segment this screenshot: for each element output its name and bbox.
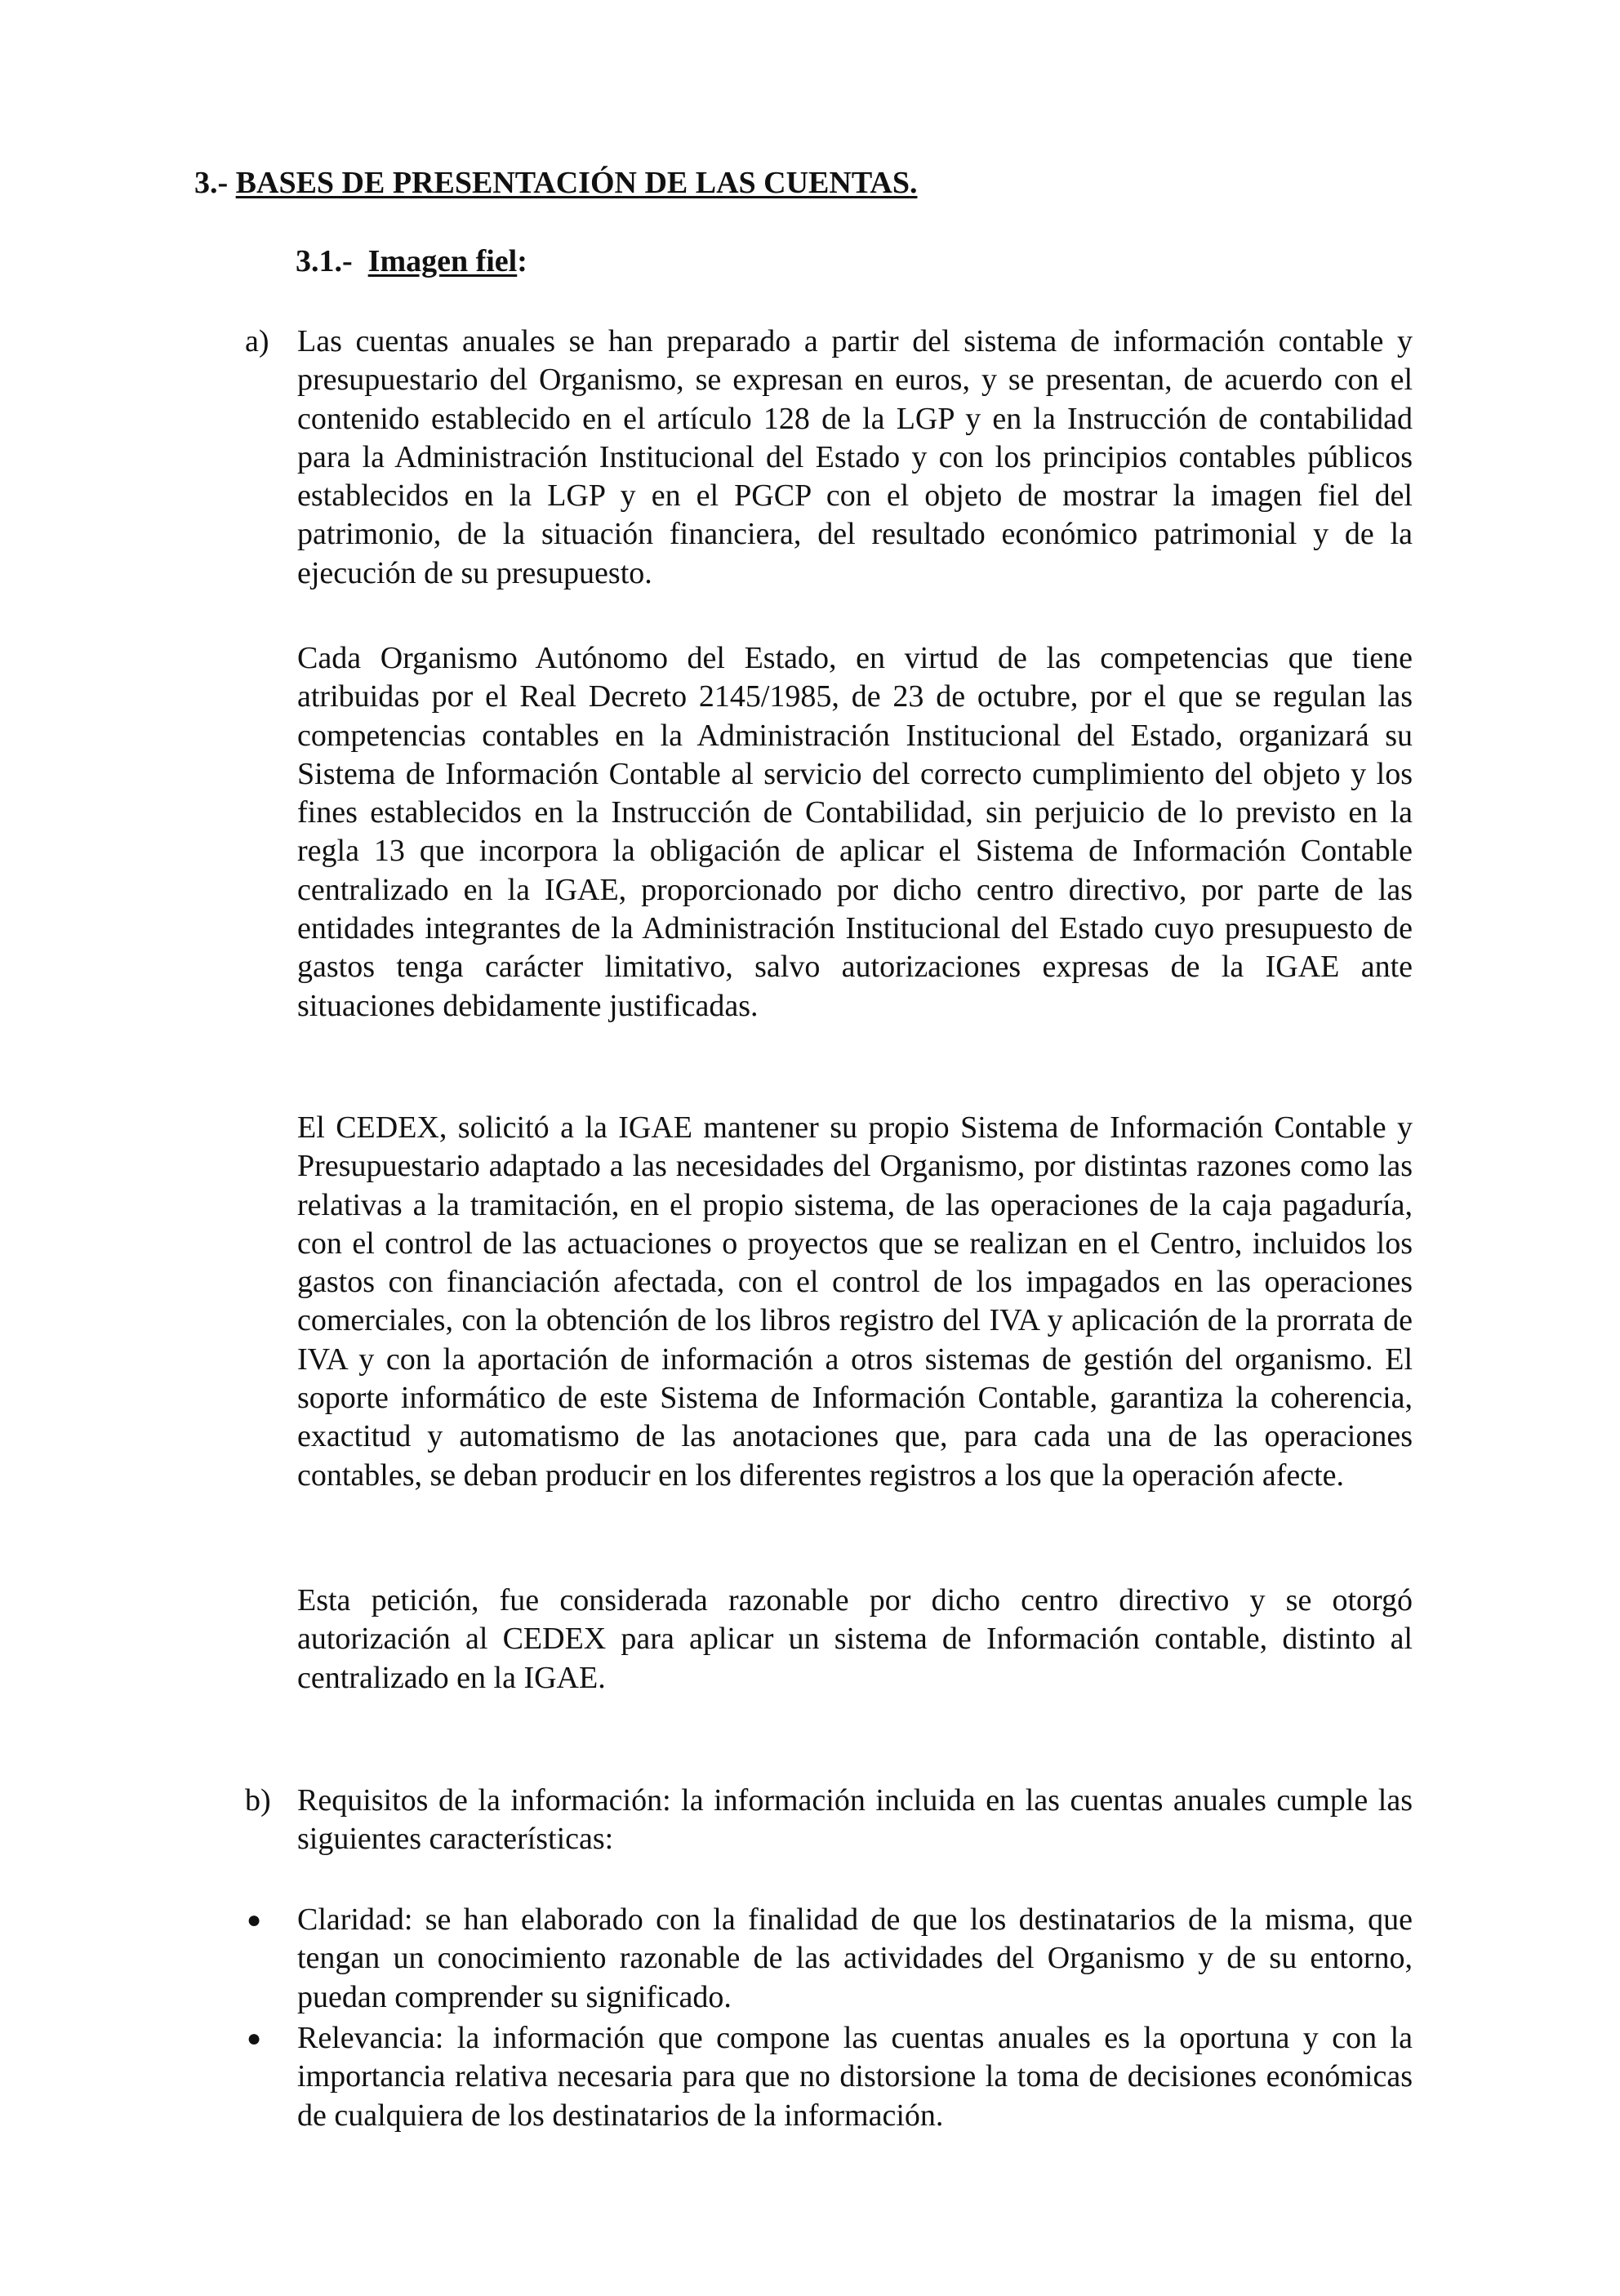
- bullet-icon: ●: [247, 2025, 262, 2052]
- item-a-paragraph-1: Las cuentas anuales se han preparado a partir del sistema de información contable y presupuestario del Organismo, se expresan en euros, y se presentan, de acuerdo con el contenido establecido en el artículo 128 de la LGP y en la Instrucción de contabilidad para la Administración Institucional del Estado y con los principios contables públicos establecidos en la LGP y en el PGCP con el objeto de mostrar la imagen fiel del patrimonio, de la situación financiera, del resultado económico patrimonial y de la ejecución de su presupuesto.: [297, 324, 1413, 590]
- bullet-item-relevancia: Relevancia: la información que compone las cuentas anuales es la oportuna y con la importancia relativa necesaria para que no distorsione la toma de decisiones económicas de cualquiera de los destinatarios de la información.: [297, 2021, 1413, 2133]
- subsection-title: Imagen fiel: [367, 244, 518, 278]
- section-number: 3.-: [194, 166, 229, 200]
- subsection-heading: [296, 243, 527, 279]
- subsection-number: 3.1.-: [296, 244, 353, 278]
- item-a-paragraph-2: Cada Organismo Autónomo del Estado, en virtud de las competencias que tiene atribuidas por el Real Decreto 2145/1985, de 23 de octubre, por el que se regulan las competencias contables en la Administración Institucional del Estado, organizará su Sistema de Información Contable al servicio del correcto cumplimiento del objeto y los fines establecidos en la Instrucción de Contabilidad, sin perjuicio de lo previsto en la regla 13 que incorpora la obligación de aplicar el Sistema de Información Contable centralizado en la IGAE, proporcionado por dicho centro directivo, por parte de las entidades integrantes de la Administración Institucional del Estado cuyo presupuesto de gastos tenga carácter limitativo, salvo autorizaciones expresas de la IGAE ante situaciones debidamente justificadas.: [297, 641, 1413, 1023]
- item-a-marker: a): [245, 324, 269, 358]
- section-heading: [194, 165, 917, 201]
- item-a-paragraph-4: Esta petición, fue considerada razonable por dicho centro directivo y se otorgó autorización al CEDEX para aplicar un sistema de Información contable, distinto al centralizado en la IGAE.: [297, 1583, 1413, 1695]
- bullet-icon: ●: [247, 1907, 262, 1933]
- section-title: BASES DE PRESENTACIÓN DE LAS CUENTAS.: [235, 166, 918, 200]
- item-a-paragraph-3: El CEDEX, solicitó a la IGAE mantener su propio Sistema de Información Contable y Presupuestario adaptado a las necesidades del Organismo, por distintas razones como las relativas a la tramitación, en el propio sistema, de las operaciones de la caja pagaduría, con el control de las actuaciones o proyectos que se realizan en el Centro, incluidos los gastos con financiación afectada, con el control de los impagados en las operaciones comerciales, con la obtención de los libros registro del IVA y aplicación de la prorrata de IVA y con la aportación de información a otros sistemas de gestión del organismo. El soporte informático de este Sistema de Información Contable, garantiza la coherencia, exactitud y automatismo de las anotaciones que, para cada una de las operaciones contables, se deban producir en los diferentes registros a los que la operación afecte.: [297, 1110, 1413, 1493]
- item-b-marker: b): [245, 1783, 271, 1818]
- bullet-item-claridad: Claridad: se han elaborado con la finalidad de que los destinatarios de la misma, que tengan un conocimiento razonable de las actividades del Organismo y de su entorno, puedan comprender su significado.: [297, 1902, 1413, 2014]
- item-b-text: Requisitos de la información: la información incluida en las cuentas anuales cumple las siguientes características:: [297, 1783, 1413, 1857]
- subsection-colon: :: [517, 244, 527, 278]
